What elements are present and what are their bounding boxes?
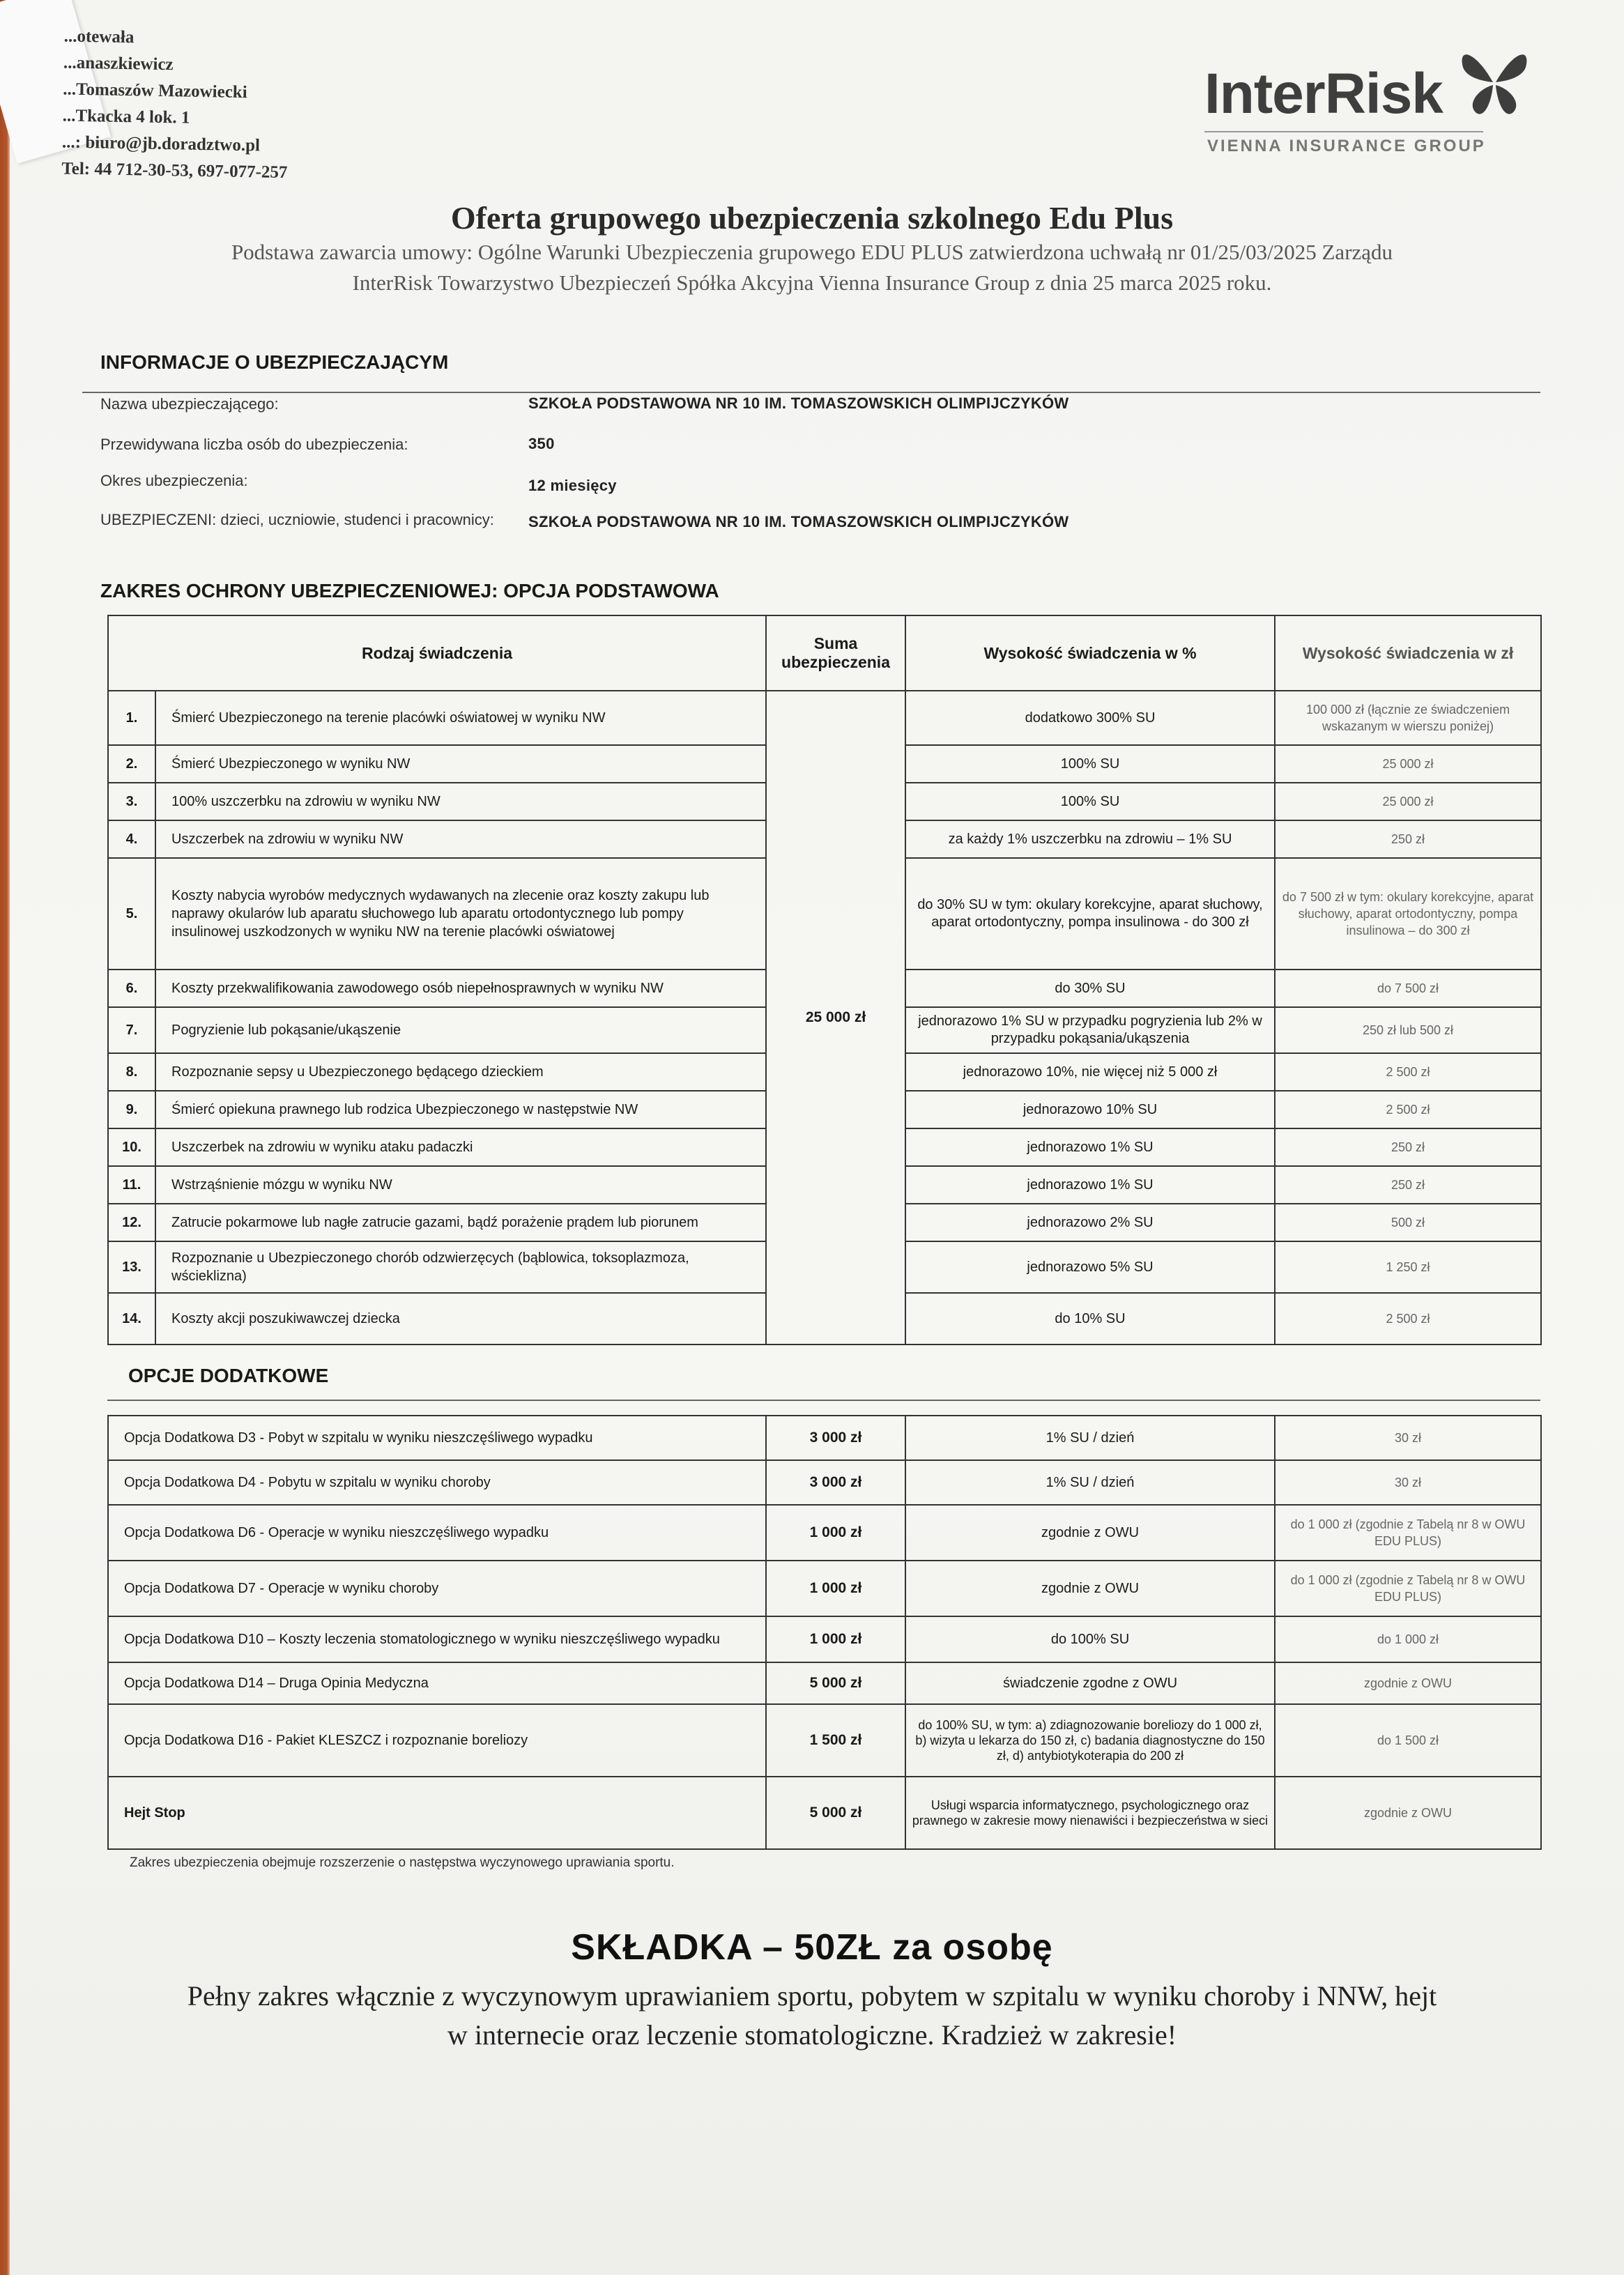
row-percent: do 30% SU bbox=[905, 970, 1275, 1007]
agent-line: ...otewała bbox=[63, 26, 135, 47]
option-description: Opcja Dodatkowa D14 – Druga Opinia Medyczna bbox=[108, 1662, 766, 1704]
table-row bbox=[108, 1561, 1541, 1616]
premium-description: Pełny zakres włącznie z wyczynowym uprawianiem sportu, pobytem w szpitalu w wyniku choroby i NNW, hejt w internecie oraz leczenie stomatologiczne. Kradzież w zakresie! bbox=[187, 1980, 1437, 2051]
option-amount: do 1 500 zł bbox=[1275, 1704, 1541, 1777]
agent-line: ...Tkacka 4 lok. 1 bbox=[62, 106, 190, 128]
row-percent: jednorazowo 5% SU bbox=[905, 1241, 1275, 1293]
row-percent: dodatkowo 300% SU bbox=[905, 691, 1275, 745]
row-percent: do 10% SU bbox=[905, 1293, 1275, 1345]
section-heading-options: OPCJE DODATKOWE bbox=[128, 1365, 329, 1386]
row-amount: 250 zł bbox=[1275, 1128, 1541, 1166]
option-percent: do 100% SU bbox=[905, 1616, 1275, 1662]
row-percent: jednorazowo 1% SU bbox=[905, 1166, 1275, 1204]
option-amount: do 1 000 zł (zgodnie z Tabelą nr 8 w OWU EDU PLUS) bbox=[1275, 1505, 1541, 1561]
info-row-insured bbox=[100, 510, 1536, 552]
row-amount: 100 000 zł (łącznie ze świadczeniem wskazanym w wierszu poniżej) bbox=[1275, 691, 1541, 745]
row-number: 5. bbox=[108, 858, 155, 970]
option-description: Opcja Dodatkowa D6 - Operacje w wyniku nieszczęśliwego wypadku bbox=[108, 1505, 766, 1561]
option-sum: 3 000 zł bbox=[766, 1460, 905, 1505]
info-label: Przewidywana liczba osób do ubezpieczenia: bbox=[100, 436, 408, 453]
info-label: Nazwa ubezpieczającego: bbox=[100, 395, 279, 413]
agent-line: ...Tomaszów Mazowiecki bbox=[63, 79, 247, 102]
row-description: Zatrucie pokarmowe lub nagłe zatrucie gazami, bądź porażenie prądem lub piorunem bbox=[155, 1204, 766, 1241]
table-row bbox=[108, 1460, 1541, 1505]
row-percent: do 30% SU w tym: okulary korekcyjne, aparat słuchowy, aparat ortodontyczny, pompa insulinowa - do 300 zł bbox=[905, 858, 1275, 970]
sum-insured: 25 000 zł bbox=[766, 691, 905, 1345]
info-row-period bbox=[100, 471, 1536, 499]
row-amount: do 7 500 zł w tym: okulary korekcyjne, aparat słuchowy, aparat ortodontyczny, pompa insulinowa – do 300 zł bbox=[1275, 858, 1541, 970]
row-percent: jednorazowo 10%, nie więcej niż 5 000 zł bbox=[905, 1053, 1275, 1091]
option-sum: 1 000 zł bbox=[766, 1505, 905, 1561]
row-number: 7. bbox=[108, 1007, 155, 1053]
option-sum: 5 000 zł bbox=[766, 1777, 905, 1849]
column-header: Wysokość świadczenia w zł bbox=[1275, 615, 1541, 691]
agent-line: Tel: 44 712-30-53, 697-077-257 bbox=[61, 159, 288, 183]
option-percent: 1% SU / dzień bbox=[905, 1460, 1275, 1505]
row-number: 8. bbox=[108, 1053, 155, 1091]
additional-options-table bbox=[107, 1415, 1542, 1850]
option-percent: zgodnie z OWU bbox=[905, 1561, 1275, 1616]
column-header: Wysokość świadczenia w % bbox=[905, 615, 1275, 691]
row-percent: jednorazowo 10% SU bbox=[905, 1091, 1275, 1128]
option-percent: 1% SU / dzień bbox=[905, 1416, 1275, 1460]
row-amount: 25 000 zł bbox=[1275, 783, 1541, 820]
info-row-count bbox=[100, 435, 1536, 463]
option-sum: 3 000 zł bbox=[766, 1416, 905, 1460]
agent-stamp bbox=[61, 23, 427, 188]
option-amount: zgodnie z OWU bbox=[1275, 1777, 1541, 1849]
option-amount: do 1 000 zł (zgodnie z Tabelą nr 8 w OWU EDU PLUS) bbox=[1275, 1561, 1541, 1616]
table-row bbox=[108, 1662, 1541, 1704]
option-description: Opcja Dodatkowa D3 - Pobyt w szpitalu w wyniku nieszczęśliwego wypadku bbox=[108, 1416, 766, 1460]
option-amount: 30 zł bbox=[1275, 1460, 1541, 1505]
premium-headline: SKŁADKA – 50ZŁ za osobę bbox=[571, 1927, 1053, 1968]
option-description: Opcja Dodatkowa D7 - Operacje w wyniku choroby bbox=[108, 1561, 766, 1616]
row-description: Uszczerbek na zdrowiu w wyniku NW bbox=[155, 820, 766, 858]
row-number: 10. bbox=[108, 1128, 155, 1166]
row-description: Śmierć opiekuna prawnego lub rodzica Ubezpieczonego w następstwie NW bbox=[155, 1091, 766, 1128]
row-percent: jednorazowo 2% SU bbox=[905, 1204, 1275, 1241]
document-title: Oferta grupowego ubezpieczenia szkolnego Edu Plus bbox=[450, 200, 1174, 236]
table-row bbox=[108, 1777, 1541, 1849]
row-description: 100% uszczerbku na zdrowiu w wyniku NW bbox=[155, 783, 766, 820]
column-header: Suma ubezpieczenia bbox=[766, 615, 905, 691]
row-description: Koszty przekwalifikowania zawodowego osób niepełnosprawnych w wyniku NW bbox=[155, 970, 766, 1007]
row-percent: jednorazowo 1% SU bbox=[905, 1128, 1275, 1166]
row-amount: 2 500 zł bbox=[1275, 1293, 1541, 1345]
option-amount: zgodnie z OWU bbox=[1275, 1662, 1541, 1704]
logo-rule bbox=[1204, 131, 1483, 132]
table-row bbox=[108, 1505, 1541, 1561]
info-row-name bbox=[100, 395, 1536, 422]
section-heading-insurer: INFORMACJE O UBEZPIECZAJĄCYM bbox=[100, 351, 449, 373]
row-percent: 100% SU bbox=[905, 745, 1275, 783]
row-description: Śmierć Ubezpieczonego w wyniku NW bbox=[155, 745, 766, 783]
row-amount: 2 500 zł bbox=[1275, 1091, 1541, 1128]
option-description: Opcja Dodatkowa D10 – Koszty leczenia stomatologicznego w wyniku nieszczęśliwego wypadku bbox=[108, 1616, 766, 1662]
agent-line: ...: biuro@jb.doradztwo.pl bbox=[61, 132, 261, 155]
row-description: Rozpoznanie sepsy u Ubezpieczonego będącego dzieckiem bbox=[155, 1053, 766, 1091]
table-header-row bbox=[108, 615, 1541, 691]
row-description: Pogryzienie lub pokąsanie/ukąszenie bbox=[155, 1007, 766, 1053]
info-value: SZKOŁA PODSTAWOWA NR 10 IM. TOMASZOWSKICH OLIMPIJCZYKÓW bbox=[528, 513, 1069, 530]
row-amount: 250 zł lub 500 zł bbox=[1275, 1007, 1541, 1053]
column-header: Rodzaj świadczenia bbox=[108, 615, 766, 691]
row-amount: 250 zł bbox=[1275, 820, 1541, 858]
basic-coverage-table bbox=[107, 615, 1542, 1345]
row-number: 6. bbox=[108, 970, 155, 1007]
row-description: Uszczerbek na zdrowiu w wyniku ataku padaczki bbox=[155, 1128, 766, 1166]
option-amount: do 1 000 zł bbox=[1275, 1616, 1541, 1662]
coverage-note: Zakres ubezpieczenia obejmuje rozszerzenie o następstwa wyczynowego uprawiania sportu. bbox=[130, 1855, 675, 1870]
info-value: SZKOŁA PODSTAWOWA NR 10 IM. TOMASZOWSKICH OLIMPIJCZYKÓW bbox=[528, 395, 1069, 412]
section-heading-basic: ZAKRES OCHRONY UBEZPIECZENIOWEJ: OPCJA PODSTAWOWA bbox=[100, 580, 719, 602]
section-divider bbox=[107, 1400, 1540, 1401]
table-row bbox=[108, 1616, 1541, 1662]
option-sum: 1 500 zł bbox=[766, 1704, 905, 1777]
row-number: 3. bbox=[108, 783, 155, 820]
option-sum: 5 000 zł bbox=[766, 1662, 905, 1704]
option-description: Hejt Stop bbox=[108, 1777, 766, 1849]
row-number: 2. bbox=[108, 745, 155, 783]
row-description: Koszty akcji poszukiwawczej dziecka bbox=[155, 1293, 766, 1345]
document-basis: Podstawa zawarcia umowy: Ogólne Warunki Ubezpieczenia grupowego EDU PLUS zatwierdzona uchwałą nr 01/25/03/2025 Zarządu InterRisk Towarzystwo Ubezpieczeń Spółka Akcyjna Vienna Insurance Group z dnia 25 marca 2025 roku. bbox=[231, 240, 1393, 295]
option-amount: 30 zł bbox=[1275, 1416, 1541, 1460]
row-amount: 500 zł bbox=[1275, 1204, 1541, 1241]
table-row bbox=[108, 1704, 1541, 1777]
row-number: 12. bbox=[108, 1204, 155, 1241]
row-percent: jednorazowo 1% SU w przypadku pogryzienia lub 2% w przypadku pokąsania/ukąszenia bbox=[905, 1007, 1275, 1053]
table-row bbox=[108, 1416, 1541, 1460]
row-description: Koszty nabycia wyrobów medycznych wydawanych na zlecenie oraz koszty zakupu lub naprawy okularów lub aparatu słuchowego lub aparatu ortodontycznego lub pompy insulinowej uszkodzonych w wyniku NW na terenie placówki oświatowej bbox=[155, 858, 766, 970]
agent-line: ...anaszkiewicz bbox=[63, 53, 174, 75]
row-number: 1. bbox=[108, 691, 155, 745]
row-number: 13. bbox=[108, 1241, 155, 1293]
option-percent: do 100% SU, w tym: a) zdiagnozowanie boreliozy do 1 000 zł, b) wizyta u lekarza do 150 zł, c) badania diagnostyczne do 150 zł, d) antybiotykoterapia do 200 zł bbox=[905, 1704, 1275, 1777]
option-percent: Usługi wsparcia informatycznego, psychologicznego oraz prawnego w zakresie mowy nienawiści i bezpieczeństwa w sieci bbox=[905, 1777, 1275, 1849]
row-percent: za każdy 1% uszczerbku na zdrowiu – 1% SU bbox=[905, 820, 1275, 858]
info-label: UBEZPIECZENI: dzieci, uczniowie, studenci i pracownicy: bbox=[100, 511, 494, 528]
row-percent: 100% SU bbox=[905, 783, 1275, 820]
option-percent: zgodnie z OWU bbox=[905, 1505, 1275, 1561]
row-number: 14. bbox=[108, 1293, 155, 1345]
logo-wordmark: InterRisk bbox=[1204, 62, 1443, 125]
row-amount: do 7 500 zł bbox=[1275, 970, 1541, 1007]
info-label: Okres ubezpieczenia: bbox=[100, 472, 248, 489]
row-number: 4. bbox=[108, 820, 155, 858]
option-sum: 1 000 zł bbox=[766, 1616, 905, 1662]
butterfly-icon bbox=[1457, 40, 1531, 124]
option-description: Opcja Dodatkowa D16 - Pakiet KLESZCZ i rozpoznanie boreliozy bbox=[108, 1704, 766, 1777]
section-divider bbox=[82, 392, 1540, 393]
row-amount: 1 250 zł bbox=[1275, 1241, 1541, 1293]
option-percent: świadczenie zgodne z OWU bbox=[905, 1662, 1275, 1704]
row-amount: 25 000 zł bbox=[1275, 745, 1541, 783]
info-value: 12 miesięcy bbox=[528, 477, 617, 494]
row-amount: 250 zł bbox=[1275, 1166, 1541, 1204]
row-number: 9. bbox=[108, 1091, 155, 1128]
row-amount: 2 500 zł bbox=[1275, 1053, 1541, 1091]
row-description: Rozpoznanie u Ubezpieczonego chorób odzwierzęcych (bąblowica, toksoplazmoza, wścieklizna) bbox=[155, 1241, 766, 1293]
row-number: 11. bbox=[108, 1166, 155, 1204]
info-value: 350 bbox=[528, 435, 555, 452]
row-description: Wstrząśnienie mózgu w wyniku NW bbox=[155, 1166, 766, 1204]
table-row bbox=[108, 691, 1541, 745]
row-description: Śmierć Ubezpieczonego na terenie placówki oświatowej w wyniku NW bbox=[155, 691, 766, 745]
option-sum: 1 000 zł bbox=[766, 1561, 905, 1616]
interrisk-logo bbox=[1204, 40, 1532, 166]
logo-tagline: VIENNA INSURANCE GROUP bbox=[1207, 137, 1486, 155]
option-description: Opcja Dodatkowa D4 - Pobytu w szpitalu w wyniku choroby bbox=[108, 1460, 766, 1505]
